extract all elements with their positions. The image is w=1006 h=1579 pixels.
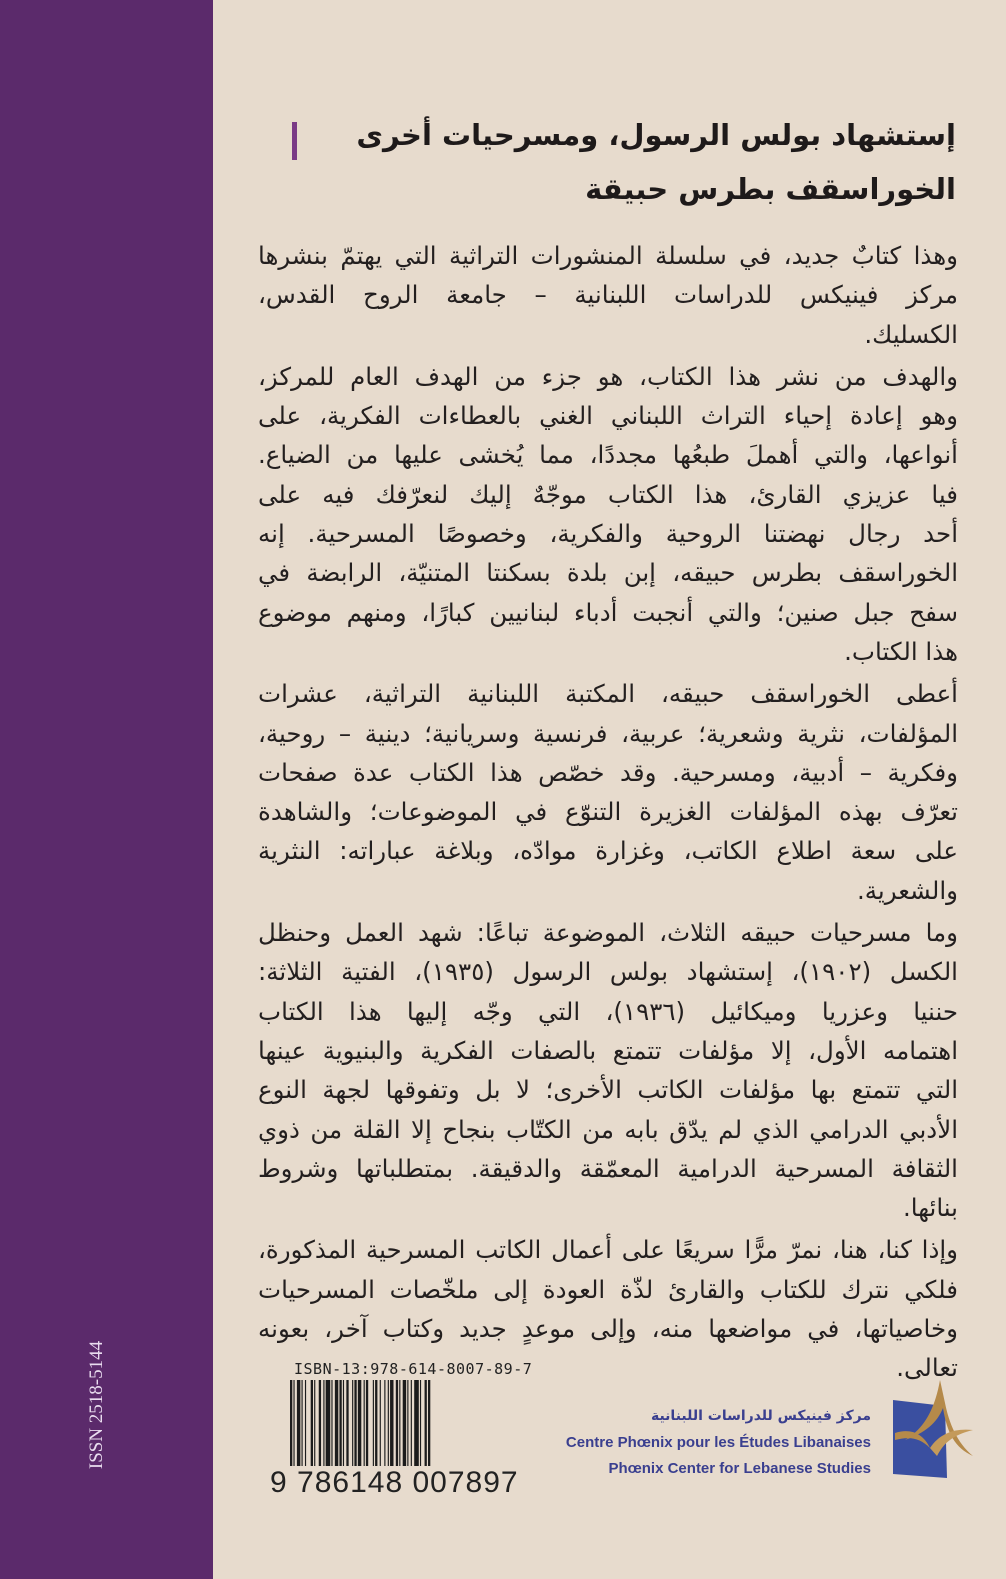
barcode-digits: 9 786148 007897 bbox=[270, 1466, 519, 1499]
text-line: التي تتمتع بها مؤلفات الكاتب الأخرى؛ لا بل وتفوقها لجهة النوع bbox=[258, 1075, 958, 1105]
text-line: فيا عزيزي القارئ، هذا الكتاب موجّهٌ إليك لنعرّفك فيه على bbox=[258, 479, 958, 509]
text-line: وهو إعادة إحياء التراث اللبناني الغني بالعطاءات الفكرية، على bbox=[258, 401, 958, 431]
text-line: المؤلفات، نثرية وشعرية؛ عربية، فرنسية وسريانية؛ دينية – روحية، bbox=[258, 718, 958, 748]
text-line: على سعة اطلاع الكاتب، وغزارة موادّه، وبلاغة عباراته: النثرية bbox=[258, 836, 958, 866]
barcode-bar bbox=[319, 1380, 321, 1475]
barcode-bar bbox=[335, 1380, 338, 1475]
barcode-bar bbox=[380, 1380, 381, 1475]
text-line: مركز فينيكس للدراسات اللبنانية – جامعة الروح القدس، bbox=[258, 280, 958, 310]
publisher-name-english: Phœnix Center for Lebanese Studies bbox=[608, 1460, 871, 1477]
barcode-bar bbox=[331, 1380, 332, 1475]
text-line: وهذا كتابٌ جديد، في سلسلة المنشورات التراثية التي يهتمّ بنشرها bbox=[258, 241, 958, 270]
barcode-bar bbox=[354, 1380, 356, 1475]
barcode-bar bbox=[358, 1380, 361, 1475]
text-line: أعطى الخوراسقف حبيقه، المكتبة اللبنانية التراثية، عشرات bbox=[258, 679, 958, 709]
paragraph bbox=[258, 236, 958, 354]
text-line: هذا الكتاب. bbox=[844, 636, 958, 666]
paragraph bbox=[258, 913, 958, 1227]
barcode-bar bbox=[297, 1380, 300, 1475]
barcode-bar bbox=[343, 1380, 344, 1475]
text-line: وخاصياتها، في مواضعها منه، وإلى موعدٍ جديد وكتاب آخر، بعونه bbox=[258, 1314, 958, 1344]
barcode-bar bbox=[326, 1380, 331, 1475]
barcode-bar bbox=[293, 1380, 294, 1475]
text-line: سفح جبل صنين؛ والتي أنجبت أدباء لبنانيين كبارًا، ومنهم موضوع bbox=[258, 597, 958, 627]
barcode-bar bbox=[323, 1380, 324, 1475]
text-line: حننيا وعزريا وميكائيل (١٩٣٦)، التي وجّه إليها هذا الكتاب bbox=[258, 996, 958, 1026]
barcode-bar bbox=[396, 1380, 398, 1475]
book-title: إستشهاد بولس الرسول، ومسرحيات أخرى bbox=[356, 118, 956, 152]
paragraph bbox=[258, 674, 958, 910]
text-line: فلكي نترك للكتاب والقارئ لذّة العودة إلى ملخّصات المسرحيات bbox=[258, 1274, 958, 1304]
text-line: الكسل (١٩٠٢)، إستشهاد بولس الرسول (١٩٣٥)، الفتية الثلاثة: bbox=[258, 957, 958, 987]
barcode-bar bbox=[428, 1380, 430, 1475]
barcode-bar bbox=[414, 1380, 419, 1475]
barcode-bar bbox=[302, 1380, 303, 1475]
text-line: الكسليك. bbox=[864, 319, 958, 349]
barcode-bar bbox=[407, 1380, 408, 1475]
barcode-bar bbox=[314, 1380, 315, 1475]
text-line: والهدف من نشر هذا الكتاب، هو جزء من الهدف العام للمركز، bbox=[258, 361, 958, 391]
barcode-bar bbox=[373, 1380, 374, 1475]
publisher-name-french: Centre Phœnix pour les Études Libanaises bbox=[565, 1434, 871, 1451]
text-line: تعالى. bbox=[896, 1353, 958, 1383]
text-line: أنواعها، والتي أهملَ طبعُها مجددًا، مما يُخشى عليها من الضياع. bbox=[258, 440, 958, 470]
book-spine bbox=[0, 0, 213, 1579]
barcode-bar bbox=[311, 1380, 313, 1475]
barcode-bar bbox=[425, 1380, 427, 1475]
text-line: وفكرية – أدبية، ومسرحية. وقد خصّص هذا الكتاب عدة صفحات bbox=[258, 757, 958, 787]
barcode-bar bbox=[352, 1380, 353, 1475]
barcode-bar bbox=[375, 1380, 377, 1475]
barcode-bar bbox=[403, 1380, 406, 1475]
text-line: وإذا كنا، هنا، نمرّ مرًّا سريعًا على أعمال الكاتب المسرحية المذكورة، bbox=[258, 1235, 958, 1265]
book-author: الخوراسقف بطرس حبيقة bbox=[585, 172, 956, 206]
barcode-bar bbox=[305, 1380, 306, 1475]
text-line: بنائها. bbox=[902, 1193, 958, 1223]
barcode-bar bbox=[390, 1380, 393, 1475]
barcode-bar bbox=[366, 1380, 368, 1475]
barcode-bar bbox=[411, 1380, 412, 1475]
paragraph bbox=[258, 357, 958, 671]
blurb-text bbox=[258, 236, 958, 1391]
title-accent-bar bbox=[292, 122, 297, 160]
barcode bbox=[290, 1380, 535, 1475]
text-line: وما مسرحيات حبيقه الثلاث، الموضوعة تباعًا: شهد العمل وحنظل bbox=[258, 918, 958, 948]
issn-label: ISSN 2518-5144 bbox=[86, 1340, 107, 1470]
text-line: والشعرية. bbox=[856, 875, 958, 905]
text-line: الثقافة المسرحية الدرامية المعمّقة والدقيقة. بمتطلباتها وشروط bbox=[258, 1153, 958, 1183]
text-line: أحد رجال نهضتنا الروحية والفكرية، وخصوصًا المسرحية. إنه bbox=[258, 519, 958, 549]
text-line: تعرّف بهذه المؤلفات الغزيرة التنوّع في الموضوعات؛ والشاهدة bbox=[258, 797, 958, 827]
barcode-bar bbox=[339, 1380, 341, 1475]
barcode-bar bbox=[388, 1380, 389, 1475]
isbn-label: ISBN-13:978-614-8007-89-7 bbox=[294, 1360, 533, 1378]
text-line: اهتمامه الأول، إلا مؤلفات تتمتع بالصفات الفكرية والبنيوية عينها bbox=[258, 1035, 958, 1065]
barcode-bar bbox=[290, 1380, 292, 1475]
phoenix-center-logo bbox=[885, 1378, 975, 1483]
barcode-bar bbox=[346, 1380, 348, 1475]
barcode-bar bbox=[364, 1380, 365, 1475]
barcode-bar bbox=[384, 1380, 385, 1475]
text-line: الأدبي الدرامي الذي لم يدّق بابه من الكتّاب بنجاح إلا القلة من ذوي bbox=[258, 1114, 958, 1144]
barcode-bar bbox=[420, 1380, 421, 1475]
publisher-name-arabic: مركز فينيكس للدراسات اللبنانية bbox=[650, 1408, 871, 1424]
text-line: الخوراسقف بطرس حبيقه، إبن بلدة بسكنتا المتنيّة، الرابضة في bbox=[258, 558, 958, 588]
barcode-bar bbox=[399, 1380, 400, 1475]
